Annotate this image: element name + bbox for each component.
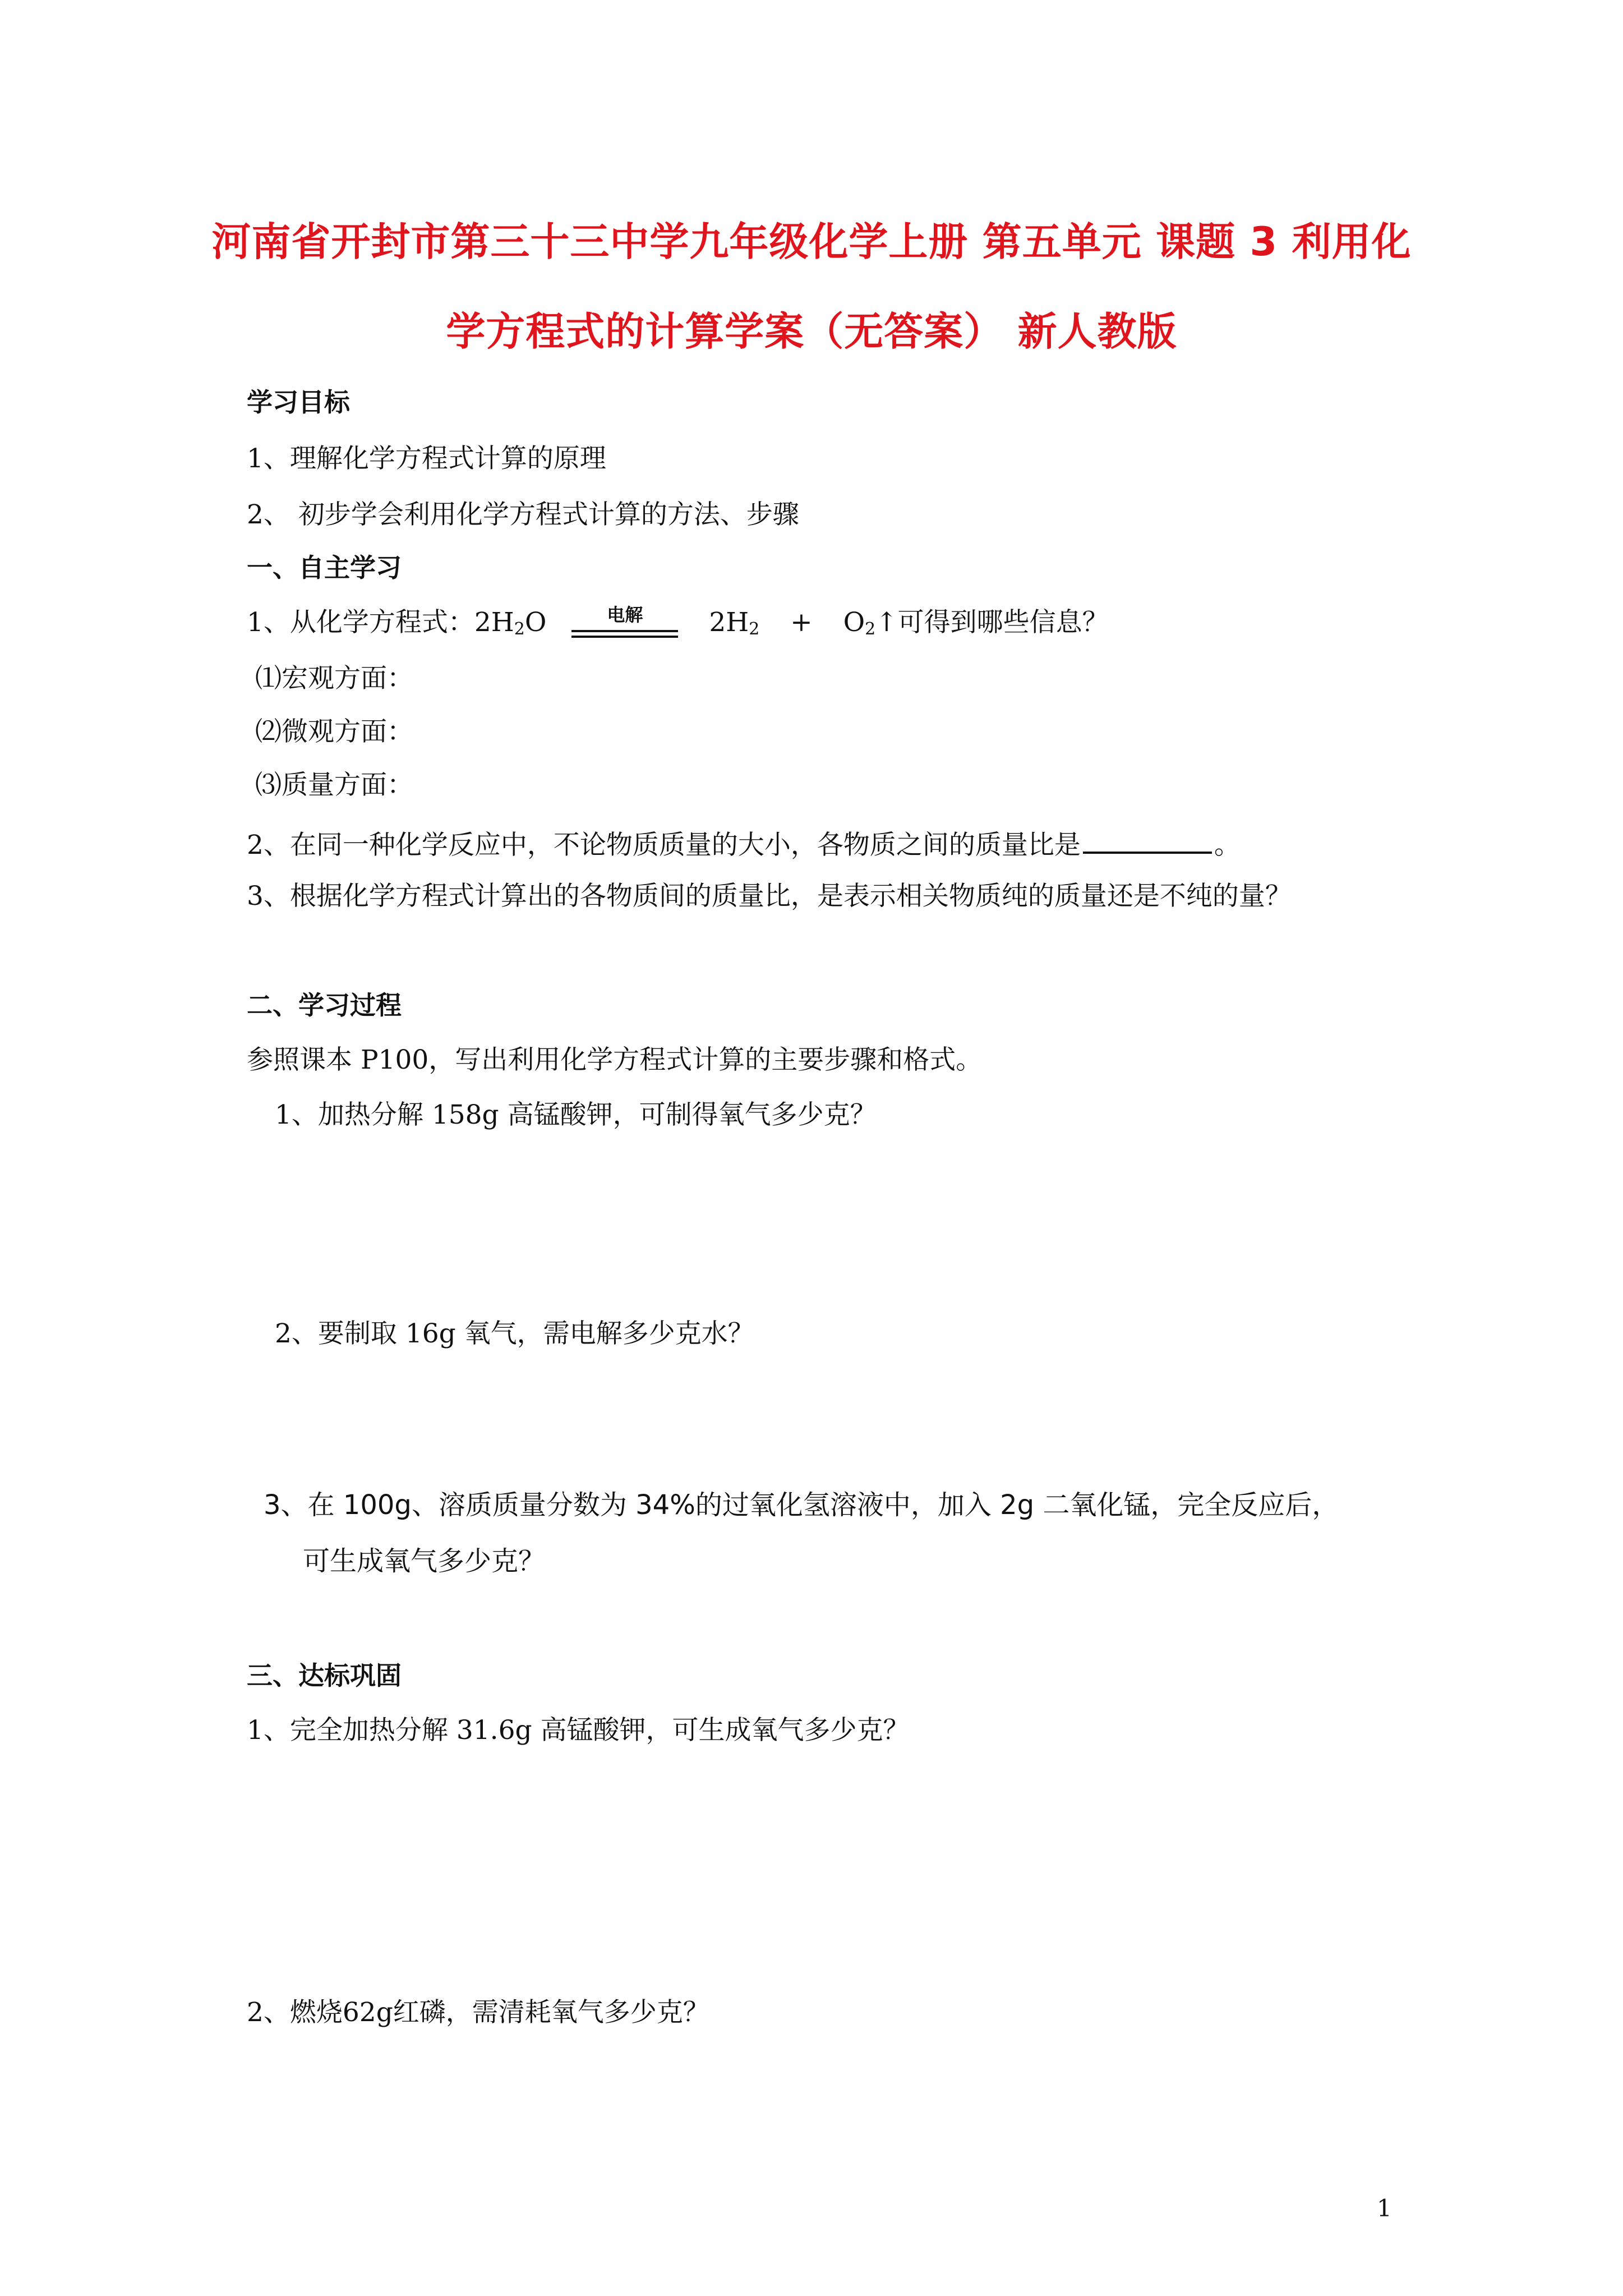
aspect-mass: ⑶质量方面： xyxy=(255,770,413,800)
h2o-tail: O xyxy=(524,607,547,638)
plus-sign: + xyxy=(790,607,813,638)
product-oxygen: O xyxy=(843,607,865,638)
process-problem-1: 1、加热分解 158g 高锰酸钾，可制得氧气多少克？ xyxy=(275,1099,877,1130)
document-title-line-2: 学方程式的计算学案（无答案） 新人教版 xyxy=(446,309,1177,355)
question-2-text: 2、在同一种化学反应中，不论物质质量的大小，各物质之间的质量比是 xyxy=(247,830,1081,861)
question-3: 3、根据化学方程式计算出的各物质间的质量比，是表示相关物质纯的质量还是不纯的量？ xyxy=(247,881,1292,912)
objective-item-1: 1、理解化学方程式计算的原理 xyxy=(247,443,606,474)
question-2-end: 。 xyxy=(1214,830,1241,861)
reaction-condition-arrow xyxy=(571,604,678,641)
hydrogen-subscript: 2 xyxy=(749,619,760,639)
section1-heading: 一、自主学习 xyxy=(247,553,402,583)
document-title-line-1: 河南省开封市第三十三中学九年级化学上册 第五单元 课题 3 利用化 xyxy=(211,219,1412,265)
practice-problem-1: 1、完全加热分解 31.6g 高锰酸钾，可生成氧气多少克？ xyxy=(247,1715,910,1746)
objective-item-2: 2、 初步学会利用化学方程式计算的方法、步骤 xyxy=(247,499,799,530)
reaction-condition-label: 电解 xyxy=(607,604,643,625)
equation-suffix: ↑可得到哪些信息？ xyxy=(875,607,1109,638)
h2o-subscript: 2 xyxy=(514,619,525,639)
oxygen-subscript: 2 xyxy=(865,619,876,639)
process-problem-3: 3、在 100g、溶质质量分数为 34%的过氧化氢溶液中，加入 2g 二氧化锰，完全反应后， xyxy=(264,1489,1339,1521)
answer-blank[interactable] xyxy=(1083,825,1212,854)
section2-intro: 参照课本 P100，写出利用化学方程式计算的主要步骤和格式。 xyxy=(247,1045,983,1075)
objectives-heading: 学习目标 xyxy=(247,387,350,417)
product-hydrogen: 2H xyxy=(709,607,749,638)
question-1-equation xyxy=(247,604,1109,641)
section2-heading: 二、学习过程 xyxy=(247,990,402,1020)
process-problem-3-continued: 可生成氧气多少克？ xyxy=(303,1545,546,1577)
practice-problem-2: 2、燃烧62g红磷，需清耗氧气多少克？ xyxy=(247,1997,709,2028)
question-2 xyxy=(247,825,1241,861)
equation-prefix: 1、从化学方程式：2H xyxy=(247,607,514,638)
aspect-macro: ⑴宏观方面： xyxy=(255,663,413,694)
page-number: 1 xyxy=(1377,2194,1392,2222)
section3-heading: 三、达标巩固 xyxy=(247,1660,402,1691)
process-problem-2: 2、要制取 16g 氧气，需电解多少克水？ xyxy=(275,1318,754,1349)
aspect-micro: ⑵微观方面： xyxy=(255,716,413,747)
